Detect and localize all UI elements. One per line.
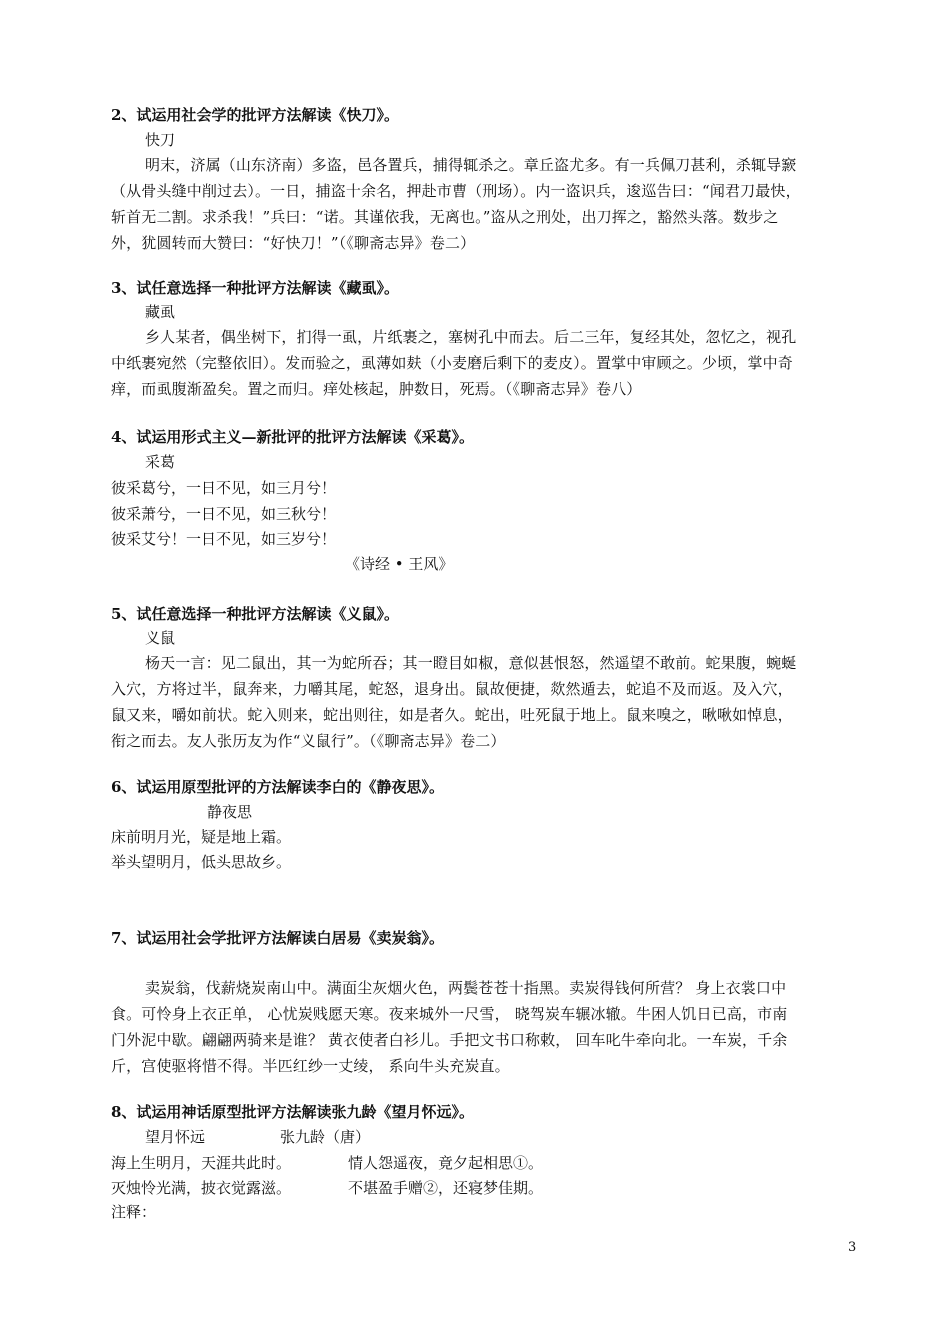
text-title-cangshi: 藏虱 (145, 303, 176, 321)
verse-line: 彼采萧兮，一日不见，如三秋兮！ (111, 505, 337, 523)
verse-line: 彼采葛兮，一日不见，如三月兮！ (111, 479, 337, 497)
couplet-line-left: 海上生明月，天涯共此时。 (111, 1154, 292, 1172)
question-heading-2: 2、试运用社会学的批评方法解读《快刀》。 (111, 106, 399, 124)
couplet-line-right: 不堪盈手赠②，还寝梦佳期。 (348, 1179, 544, 1197)
passage-cangshi (111, 324, 863, 402)
passage-line: 斩首无二割。求杀我！”兵曰：“诺。其谨依我，无离也。”盗从之刑处，出刀挥之，豁然头落。数步之 (111, 208, 779, 226)
passage-line: 斤，宫使驱将惜不得。半匹红纱一丈绫， 系向牛头充炭直。 (111, 1057, 510, 1075)
passage-line: 鼠又来，嚼如前状。蛇入则来，蛇出则往，如是者久。蛇出，吐死鼠于地上。鼠来嗅之，啾啾如悼息， (111, 706, 793, 724)
verse-line: 举头望明月，低头思故乡。 (111, 853, 292, 871)
passage-kuaidao (111, 152, 863, 256)
passage-line: （从骨头缝中削过去）。一日，捕盗十余名，押赴市曹（刑场）。内一盗识兵，逡巡告曰：“闻君刀最快， (111, 182, 801, 200)
passage-line: 入穴，方将过半，鼠奔来，力嚼其尾，蛇怒，退身出。鼠故便捷，欻然遁去，蛇追不及而返。及入穴， (111, 680, 793, 698)
passage-line: 食。可怜身上衣正单， 心忧炭贱愿天寒。夜来城外一尺雪， 晓驾炭车辗冰辙。牛困人饥日已高，市南 (111, 1005, 788, 1023)
passage-line: 门外泥中歇。翩翩两骑来是谁？ 黄衣使者白衫儿。手把文书口称敕， 回车叱牛牵向北。一车炭，千余 (111, 1031, 788, 1049)
page-number: 3 (848, 1240, 857, 1255)
text-title-wangyuehuaiyuan: 望月怀远 (145, 1128, 206, 1146)
question-heading-5: 5、试任意选择一种批评方法解读《义鼠》。 (111, 605, 399, 623)
passage-line: 衔之而去。友人张历友为作“义鼠行”。（《聊斋志异》卷二） (111, 732, 506, 750)
passage-line: 痒，而虱腹渐盈矣。置之而归。痒处核起，肿数日，死焉。（《聊斋志异》卷八） (111, 380, 642, 398)
text-title-yishu: 义鼠 (145, 629, 176, 647)
verse-source: 《诗经 • 王风》 (345, 555, 454, 573)
question-heading-4: 4、试运用形式主义—新批评的批评方法解读《采葛》。 (111, 428, 474, 446)
couplet-line-left: 灭烛怜光满，披衣觉露滋。 (111, 1179, 292, 1197)
question-heading-6: 6、试运用原型批评的方法解读李白的《静夜思》。 (111, 778, 444, 796)
poem-author: 张九龄（唐） (280, 1128, 371, 1146)
text-title-jingyesi: 静夜思 (207, 803, 253, 821)
passage-line: 乡人某者，偶坐树下，扪得一虱，片纸裹之，塞树孔中而去。后二三年，复经其处，忽忆之，视孔 (145, 328, 797, 346)
passage-line: 中纸裹宛然（完整依旧）。发而验之，虱薄如麸（小麦磨后剩下的麦皮）。置掌中审顾之。少顷，掌中奇 (111, 354, 793, 372)
text-title-kuaidao: 快刀 (145, 131, 176, 149)
passage-line: 明末，济属（山东济南）多盗，邑各置兵，捕得辄杀之。章丘盗尤多。有一兵佩刀甚利，杀辄导窾 (145, 156, 797, 174)
question-heading-7: 7、试运用社会学批评方法解读白居易《卖炭翁》。 (111, 929, 444, 947)
text-title-caige: 采葛 (145, 453, 176, 471)
passage-line: 杨天一言：见二鼠出，其一为蛇所吞；其一瞪目如椒，意似甚恨怒，然遥望不敢前。蛇果腹，蜿蜒 (145, 654, 797, 672)
passage-line: 卖炭翁，伐薪烧炭南山中。满面尘灰烟火色，两鬓苍苍十指黑。卖炭得钱何所营？ 身上衣裳口中 (145, 979, 787, 997)
passage-maitanweng (111, 975, 863, 1079)
notes-label: 注释： (111, 1203, 157, 1221)
passage-yishu (111, 650, 863, 754)
verse-line: 彼采艾兮！一日不见，如三岁兮！ (111, 530, 337, 548)
verse-line: 床前明月光，疑是地上霜。 (111, 828, 292, 846)
question-heading-8: 8、试运用神话原型批评方法解读张九龄《望月怀远》。 (111, 1103, 474, 1121)
question-heading-3: 3、试任意选择一种批评方法解读《藏虱》。 (111, 279, 399, 297)
passage-line: 外，犹圆转而大赞曰：“好快刀！”（《聊斋志异》卷二） (111, 234, 476, 252)
couplet-line-right: 情人怨遥夜，竟夕起相思①。 (348, 1154, 544, 1172)
